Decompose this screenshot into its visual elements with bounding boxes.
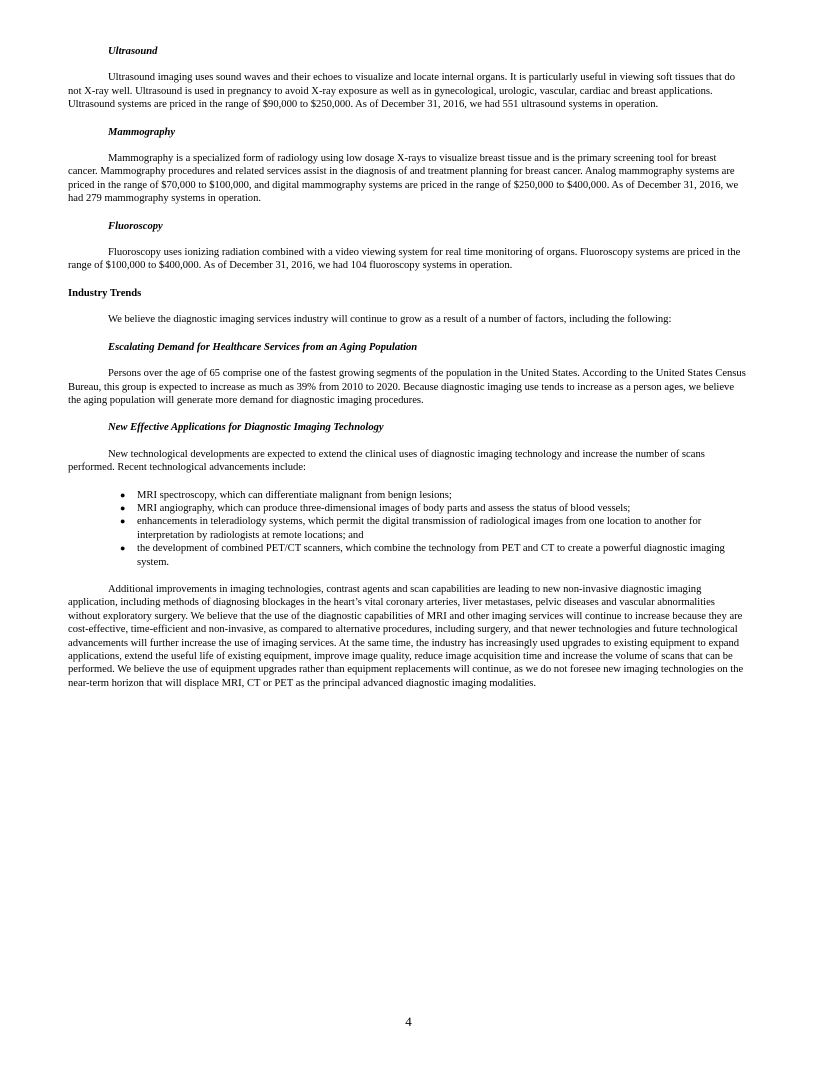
bullet-icon: ● xyxy=(120,516,126,527)
list-item xyxy=(68,502,746,515)
fluoroscopy-paragraph: Fluoroscopy uses ionizing radiation combined with a video viewing system for real time monitoring of organs. Fluoroscopy systems are priced in the range of $100,000 to $400,000. As of December 31, 2016, we had 104 fluoroscopy systems in operation. xyxy=(68,247,741,272)
document-page xyxy=(68,45,746,704)
bullet-icon: ● xyxy=(120,543,126,554)
advancements-list xyxy=(68,489,746,569)
list-item-text: the development of combined PET/CT scanners, which combine the technology from PET and CT to create a powerful diagnostic imaging system. xyxy=(137,543,725,568)
new-applications-heading: New Effective Applications for Diagnostic Imaging Technology xyxy=(108,422,384,434)
list-item xyxy=(68,489,746,502)
industry-trends-heading: Industry Trends xyxy=(68,287,142,299)
aging-population-heading: Escalating Demand for Healthcare Services from an Aging Population xyxy=(108,341,418,353)
mammography-heading: Mammography xyxy=(108,126,176,138)
aging-population-paragraph: Persons over the age of 65 comprise one of the fastest growing segments of the population in the United States. According to the United States Census Bureau, this group is expected to increase as much as 39% from 2010 to 2020. Because diagnostic imaging use tends to increase as a person ages, we believe the aging population will generate more demand for diagnostic imaging procedures. xyxy=(68,368,746,406)
ultrasound-heading: Ultrasound xyxy=(108,46,158,57)
list-item xyxy=(68,515,746,542)
list-item-text: MRI angiography, which can produce three-dimensional images of body parts and assess the status of blood vessels; xyxy=(137,502,631,514)
list-item xyxy=(68,542,746,569)
imaging-improvements-paragraph: Additional improvements in imaging technologies, contrast agents and scan capabilities are leading to new non-invasive diagnostic imaging application, including methods of diagnosing blockages in the heart’s vital coronary arteries, liver metastases, pelvic diseases and vascular abnormalities without exploratory surgery. We believe that the use of the diagnostic capabilities of MRI and other imaging services will continue to increase because they are cost-effective, time-efficient and non-invasive, as compared to alternative procedures, including surgery, and that newer technologies and future technological advancements will further increase the use of imaging services. At the same time, the industry has increasingly used upgrades to existing equipment to expand applications, extend the useful life of existing equipment, improve image quality, reduce image acquisition time and increase the volume of scans that can be performed. We believe the use of equipment upgrades rather than equipment replacements will continue, as we do not foresee new imaging technologies on the near-term horizon that will displace MRI, CT or PET as the principal advanced diagnostic imaging modalities. xyxy=(68,583,744,689)
page-number: 4 xyxy=(405,1014,412,1029)
new-applications-paragraph: New technological developments are expected to extend the clinical uses of diagnostic imaging technology and increase the number of scans performed. Recent technological advancements include: xyxy=(68,448,705,474)
list-item-text: MRI spectroscopy, which can differentiate malignant from benign lesions; xyxy=(137,489,452,501)
industry-trends-intro: We believe the diagnostic imaging services industry will continue to grow as a result of a number of factors, including the following: xyxy=(108,314,672,326)
bullet-icon: ● xyxy=(120,489,126,500)
ultrasound-paragraph: Ultrasound imaging uses sound waves and their echoes to visualize and locate internal organs. It is particularly useful in viewing soft tissues that do not X-ray well. Ultrasound is used in pregnancy to avoid X-ray exposure as well as in gynecological, urologic, vascular, cardiac and breast applications. Ultrasound systems are priced in the range of $90,000 to $250,000. As of December 31, 2016, we had 551 ultrasound systems in operation. xyxy=(68,72,736,111)
mammography-paragraph: Mammography is a specialized form of radiology using low dosage X-rays to visualize breast tissue and is the primary screening tool for breast cancer. Mammography procedures and related services assist in the diagnosis of and treatment planning for breast cancer. Analog mammography systems are priced in the range of $70,000 to $100,000, and digital mammography systems are priced in the range of $250,000 to $400,000. As of December 31, 2016, we had 279 mammography systems in operation. xyxy=(68,153,739,205)
bullet-icon: ● xyxy=(120,502,126,513)
list-item-text: enhancements in teleradiology systems, which permit the digital transmission of radiological images from one location to another for interpretation by radiologists at remote locations; and xyxy=(137,516,702,541)
fluoroscopy-heading: Fluoroscopy xyxy=(108,220,163,232)
